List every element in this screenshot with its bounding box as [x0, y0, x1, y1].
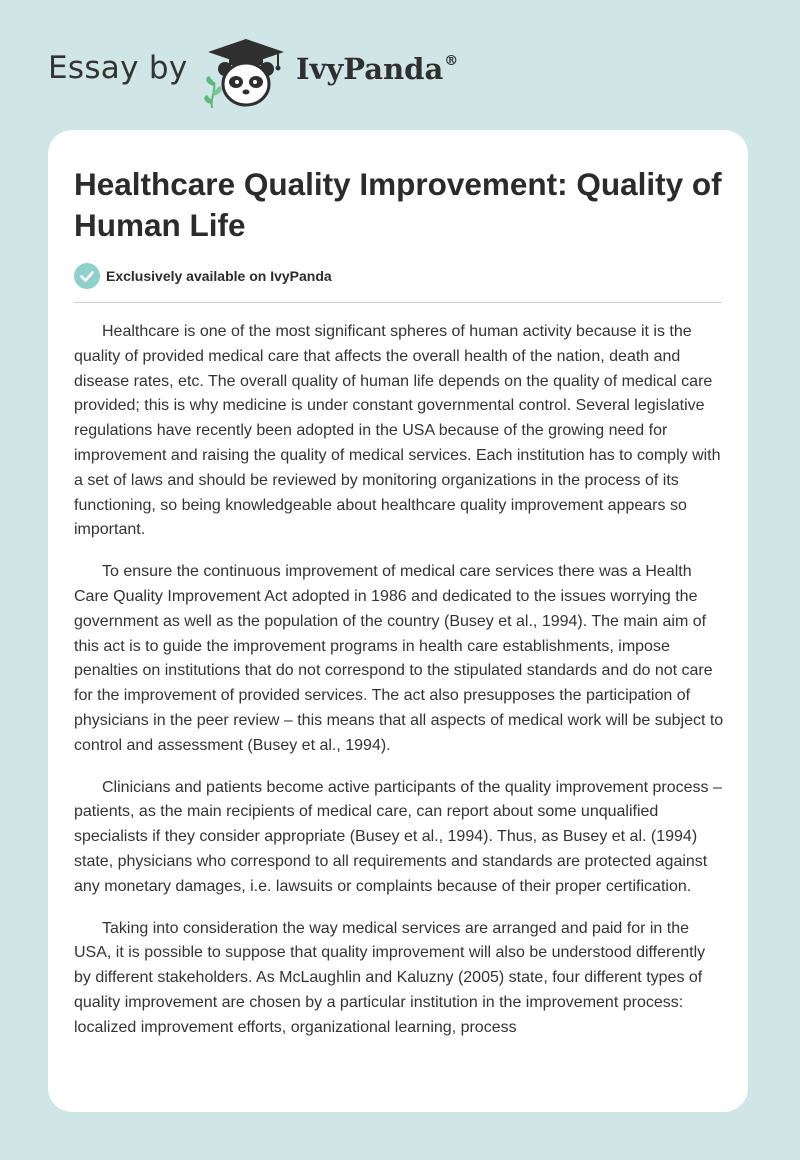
essay-card	[48, 130, 748, 1112]
registered-mark: ®	[444, 53, 459, 69]
essay-title: Healthcare Quality Improvement: Quality of Human Life	[74, 166, 722, 243]
essay-by-label: Essay by	[48, 50, 188, 86]
exclusive-badge	[74, 262, 332, 290]
essay-paragraph: Clinicians and patients become active participants of the quality improvement process – patients, as the main recipients of medical care, can report about some unqualified specialists if they consider appropriate (Busey et al., 1994). Thus, as Busey et al. (1994) state, physicians who correspond to all requirements and standards are protected against any monetary damages, i.e. lawsuits or complaints because of their proper certification.	[74, 778, 722, 895]
essay-paragraph: To ensure the continuous improvement of medical care services there was a Health Care Quality Improvement Act adopted in 1986 and dedicated to the issues worrying the government as well as the population of the country (Busey et al., 1994). The main aim of this act is to guide the improvement programs in health care establishments, impose penalties on institutions that do not correspond to the stipulated standards and do not care for the improvement of provided services. The act also presupposes the participation of physicians in the peer review – this means that all aspects of medical work will be subject to control and assessment (Busey et al., 1994).	[74, 563, 724, 754]
essay-paragraph: Taking into consideration the way medical services are arranged and paid for in the USA, it is possible to suppose that quality improvement will also be understood differently by different stakeholders. As McLaughlin and Kaluzny (2005) state, four different types of quality improvement are chosen by a particular institution in the improvement process: localized improvement efforts, organizational learning, process	[74, 919, 706, 1036]
essay-body	[74, 320, 724, 1058]
panda-graduate-icon[interactable]	[198, 36, 294, 110]
essay-paragraph: Healthcare is one of the most significant spheres of human activity because it is the quality of provided medical care that affects the overall health of the nation, death and disease rates, etc. The overall quality of human life depends on the quality of medical care provided; this is why medicine is under constant governmental control. Several legislative regulations have recently been adopted in the USA because of the growing need for improvement and raising the quality of medical services. Each institution has to comply with a set of laws and should be reviewed by monitoring organizations in the process of its functioning, so being knowledgeable about healthcare quality improvement appears so important.	[74, 323, 721, 539]
check-circle-icon	[74, 263, 100, 289]
title-divider	[74, 302, 722, 303]
brand-name-text: IvyPanda	[296, 52, 444, 86]
ivypanda-brand[interactable]	[296, 52, 458, 86]
exclusive-badge-label: Exclusively available on IvyPanda	[106, 268, 332, 284]
site-header	[0, 0, 800, 130]
